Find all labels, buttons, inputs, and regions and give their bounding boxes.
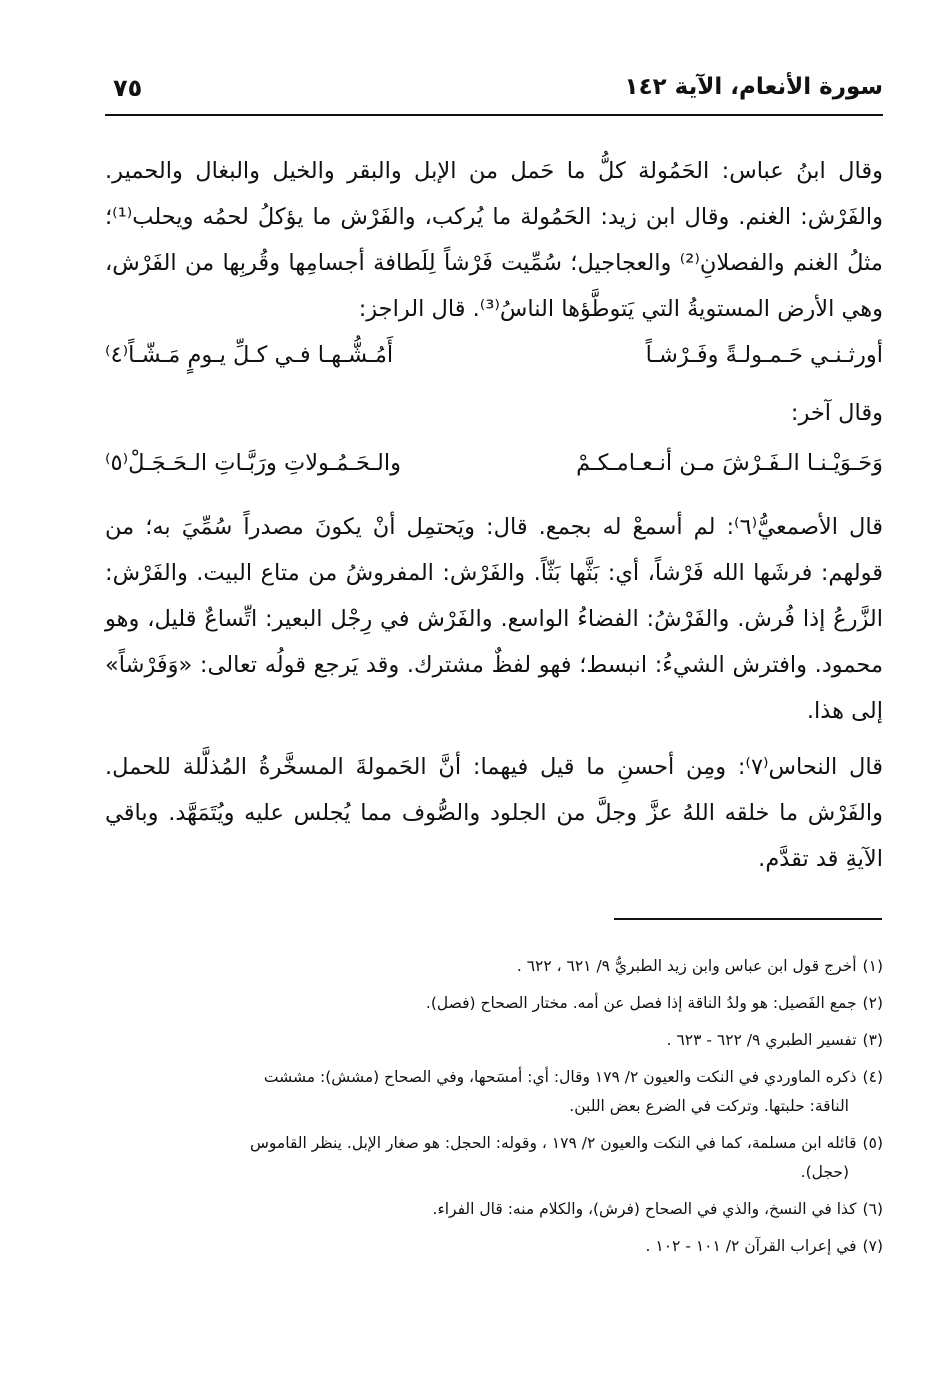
verse-1-second-hemistich: أَمُـشُّـهـا فـي كـلِّ يـومٍ مَـشّـاً⁽٤⁾ — [105, 342, 394, 368]
footnote-item — [105, 1026, 883, 1055]
verse-2-second-hemistich: والـحَـمُـولاتِ ورَبَّـاتِ الـحَـجَـلْ⁽٥⁾ — [105, 450, 401, 476]
footnote-text: ذكره الماوردي في النكت والعيون ٢/ ١٧٩ وقال: أي: أمسَحها، وفي الصحاح (مشش): مششت — [263, 1068, 857, 1086]
footnotes — [105, 952, 883, 1269]
footnote-text: قائله ابن مسلمة، كما في النكت والعيون ٢/ ١٧٩ ، وقوله: الحجل: هو صغار الإبل. ينظر القاموس — [249, 1134, 857, 1152]
footnote-text: أخرج قول ابن عباس وابن زيد الطبريُّ ٩/ ٦٢١ ، ٦٢٢ . — [516, 957, 857, 975]
footnote-number: (١) — [862, 957, 883, 975]
poem-verse-2 — [105, 440, 883, 486]
footnote-continuation: الناقة: حلبتها. وتركت في الضرع بعض اللبن. — [569, 1097, 849, 1115]
footnote-item — [105, 989, 883, 1018]
footnote-number: (٥) — [862, 1134, 883, 1152]
footnote-item — [105, 1129, 883, 1187]
paragraph-3: قال الأصمعيُّ⁽٦⁾: لم أسمعْ له بجمع. قال: ويَحتمِل أنْ يكونَ مصدراً سُمِّيَ به؛ من قولهم: فرشَها الله فَرْشاً، أي: بَثَّها بَثّاً. والفَرْش: المفروشُ من متاع البيت. والفَرْش: الزَّرعُ إذا فُرش. والفَرْشُ: الفضاءُ الواسع. والفَرْش في رِجْل البعير: اتِّساعٌ قليل، وهو محمود. وافترش الشيءُ: انبسط؛ فهو لفظٌ مشترك. وقد يَرجع قولُه تعالى: «وَفَرْشاً» إلى هذا. — [105, 514, 883, 724]
footnote-number: (٧) — [862, 1237, 883, 1255]
footnote-text: في إعراب القرآن ٢/ ١٠١ - ١٠٢ . — [645, 1237, 857, 1255]
footnote-item — [105, 1232, 883, 1261]
paragraph-1: وقال ابنُ عباس: الحَمُولة كلُّ ما حَمل من الإبل والبقر والخيل والبغال والحمير. والفَرْش: الغنم. وقال ابن زيد: الحَمُولة ما يُركب، والفَرْش ما يؤكلُ لحمُه ويحلب⁽¹⁾؛ مثلُ الغنم والفصلانِ⁽²⁾ والعجاجيل؛ سُمِّيت فَرْشاً لِلَطافة أجسامِها وقُربِها من الفَرْش، وهي الأرض المستويةُ التي يَتوطَّؤها الناسُ⁽³⁾. قال الراجز: — [105, 158, 883, 322]
main-text — [105, 148, 883, 882]
running-title: سورة الأنعام، الآية ١٤٢ — [624, 74, 883, 100]
footnote-divider — [614, 918, 882, 920]
footnote-continuation: (حجل). — [800, 1163, 849, 1181]
verse-2-first-hemistich: وَحَـوَيْـنـا الـفَـرْشَ مـن أنـعـامـكـمْ — [576, 450, 883, 476]
verse-1-first-hemistich: أورثـنـي حَـمـولـةً وفَـرْشـاً — [645, 342, 883, 368]
footnote-item — [105, 1195, 883, 1224]
footnote-text: جمع الفَصيل: هو ولدُ الناقة إذا فصل عن أمه. مختار الصحاح (فصل). — [425, 994, 857, 1012]
footnote-item — [105, 1063, 883, 1121]
footnote-item — [105, 952, 883, 981]
footnote-number: (٣) — [862, 1031, 883, 1049]
footnote-number: (٤) — [862, 1068, 883, 1086]
footnote-number: (٢) — [862, 994, 883, 1012]
page-header — [105, 72, 883, 112]
poem-verse-1 — [105, 332, 883, 378]
paragraph-4: قال النحاس⁽٧⁾: ومِن أحسنِ ما قيل فيهما: أنَّ الحَمولةَ المسخَّرةُ المُذلَّلة للحمل. والفَرْش ما خلقه اللهُ عزَّ وجلَّ من الجلود والصُّوف مما يُجلس عليه ويُتَمَهَّد. وباقي الآيةِ قد تقدَّم. — [105, 754, 883, 872]
footnote-text: تفسير الطبري ٩/ ٦٢٢ - ٦٢٣ . — [666, 1031, 857, 1049]
footnote-number: (٦) — [862, 1200, 883, 1218]
footnote-text: كذا في النسخ، والذي في الصحاح (فرش)، والكلام منه: قال الفراء. — [432, 1200, 857, 1218]
paragraph-2: وقال آخر: — [790, 400, 883, 426]
page-number: ٧٥ — [113, 74, 143, 102]
header-divider — [105, 114, 883, 116]
